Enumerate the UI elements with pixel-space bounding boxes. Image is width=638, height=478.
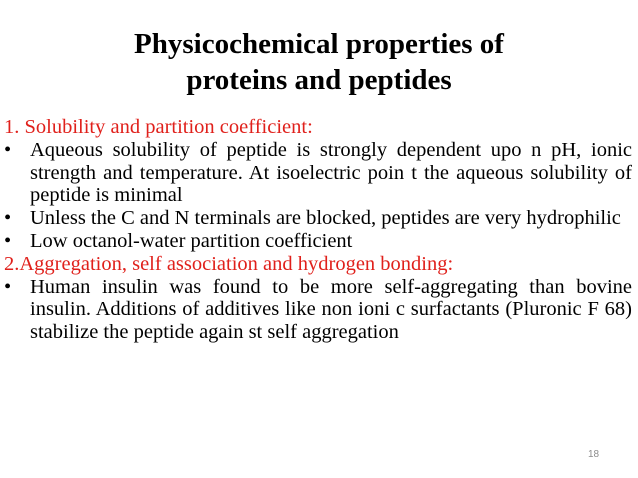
bullet-item [4,276,632,344]
bullet-item [4,207,632,230]
section-heading-solubility: 1. Solubility and partition coefficient: [4,116,313,138]
bullet-text: Low octanol-water partition coefficient [30,229,353,252]
bullet-dot: • [4,275,12,298]
bullet-item [4,139,632,207]
bullet-dot: • [4,138,12,161]
slide-title [0,26,638,98]
bullet-text: Unless the C and N terminals are blocked, peptides are very hydrophilic [30,207,621,230]
slide-body [4,116,632,344]
bullet-text: Human insulin was found to be more self-aggregating than bovine insulin. Additions of additives like non ioni c surfactants (Pluronic F 68) stabilize the peptide again st self aggregation [30,275,632,344]
bullet-item [4,230,632,253]
bullet-dot: • [4,207,12,230]
title-line-2: proteins and peptides [186,64,452,96]
bullet-dot: • [4,229,12,252]
title-line-1: Physicochemical properties of [134,28,504,60]
section-heading-aggregation: 2.Aggregation, self association and hydrogen bonding: [4,252,454,275]
bullet-text: Aqueous solubility of peptide is strongly dependent upo n pH, ionic strength and temperature. At isoelectric poin t the aqueous solubility of peptide is minimal [30,138,632,207]
page-number: 18 [588,449,600,460]
